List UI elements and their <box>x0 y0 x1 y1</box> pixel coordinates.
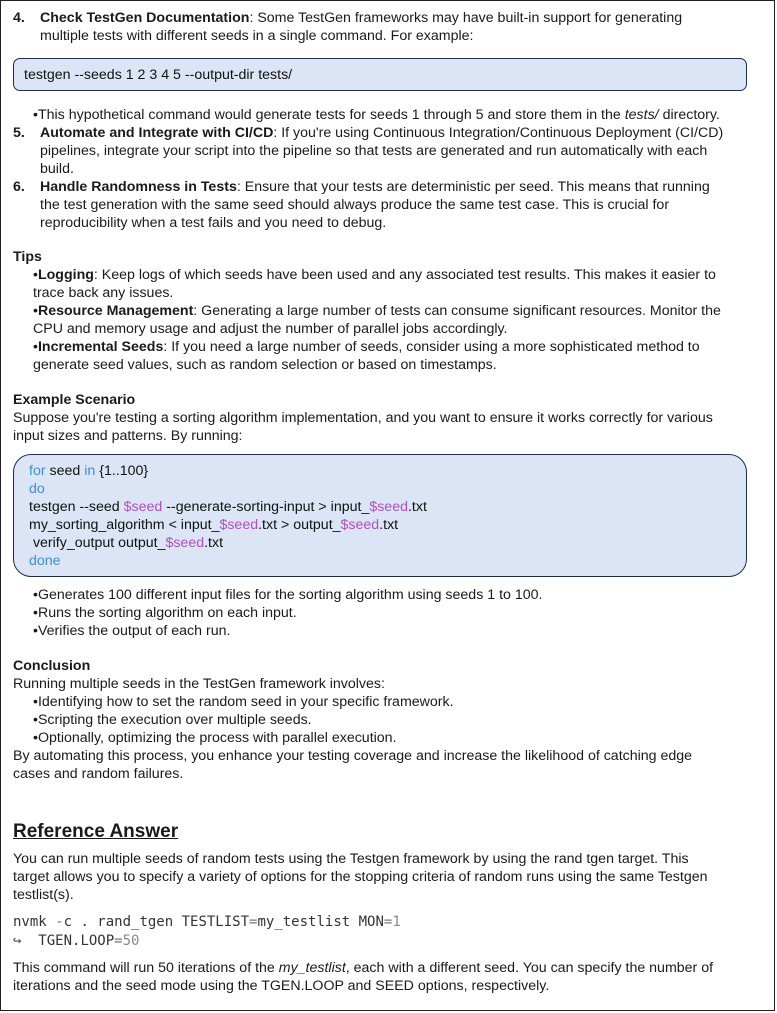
content <box>13 9 764 995</box>
tip-item <box>13 266 764 302</box>
tip-text: : Keep logs of which seeds have been used and any associated test results. This makes it easier to <box>93 267 716 283</box>
code-line: testgen --seeds 1 2 3 4 5 --output-dir tests/ <box>24 67 293 83</box>
tip-text: : Generating a large number of tests can consume significant resources. Monitor the <box>193 303 721 319</box>
code-block-seeds <box>13 58 747 91</box>
conclusion-item: •Identifying how to set the random seed in your specific framework. <box>33 694 454 710</box>
step-4 <box>13 9 764 45</box>
note-path: tests/ <box>624 107 659 123</box>
code-text: .txt <box>204 535 224 551</box>
code-line <box>29 498 732 516</box>
reference-text: You can run multiple seeds of random tests using the Testgen framework by using the rand tgen target. This <box>13 851 689 867</box>
reference-text: testlist(s). <box>13 887 74 903</box>
step-5 <box>13 124 764 178</box>
step-text: : If you're using Continuous Integration/Continuous Deployment (CI/CD) <box>273 125 724 141</box>
code-text: {1..100} <box>95 463 149 479</box>
ref-text: , each with a different seed. You can specify the number of <box>345 960 714 976</box>
code-text: --generate-sorting-input > input_ <box>162 499 370 515</box>
note-bullet <box>13 106 764 124</box>
step-6 <box>13 178 764 232</box>
reference-text: iterations and the seed mode using the TGEN.LOOP and SEED options, respectively. <box>13 978 550 994</box>
tips-heading: Tips <box>13 249 42 265</box>
ref-emphasis: my_testlist <box>278 960 346 976</box>
tip-text: generate seed values, such as random selection or based on timestamps. <box>33 357 497 373</box>
step-number: 5. <box>13 125 25 141</box>
command-line <box>13 913 764 932</box>
tip-item <box>13 302 764 338</box>
cmd-text: my_testlist MON <box>257 914 384 930</box>
code-text: .txt <box>379 517 399 533</box>
conclusion-item: •Optionally, optimizing the process with parallel execution. <box>33 730 397 746</box>
bullet: • <box>33 339 38 355</box>
code-keyword: do <box>29 481 45 497</box>
code-keyword: done <box>29 553 61 569</box>
cmd-number: 1 <box>392 914 401 930</box>
cmd-op: = <box>114 933 123 949</box>
code-block-loop <box>13 454 747 577</box>
tip-text: trace back any issues. <box>33 285 174 301</box>
line-continuation-icon: ↪ <box>13 933 22 949</box>
reference-text <box>13 959 764 977</box>
reference-title: Reference Answer <box>13 821 179 842</box>
conclusion-item: •Scripting the execution over multiple seeds. <box>33 712 312 728</box>
code-line <box>29 534 732 552</box>
bullet: • <box>33 303 38 319</box>
reference-text: target allows you to specify a variety of options for the stopping criteria of random runs using the same Testgen <box>13 869 708 885</box>
cmd-op: = <box>383 914 393 930</box>
code-line <box>29 516 732 534</box>
tip-title: Logging <box>37 267 94 283</box>
step-text: : Some TestGen frameworks may have built-in support for generating <box>249 10 683 26</box>
step-number: 4. <box>13 10 25 26</box>
code-text: .txt > output_ <box>258 517 341 533</box>
code-text: verify_output output_ <box>29 535 166 551</box>
code-line <box>29 552 732 570</box>
tip-text: CPU and memory usage and adjust the number of parallel jobs accordingly. <box>33 321 508 337</box>
conclusion-intro: Running multiple seeds in the TestGen framework involves: <box>13 676 385 692</box>
cmd-text: nvmk <box>13 914 56 930</box>
step-text: pipelines, integrate your script into the pipeline so that tests are generated and run automatically with each <box>40 143 708 159</box>
cmd-number: 50 <box>122 933 140 949</box>
step-text: reproducibility when a test fails and you need to debug. <box>40 215 387 231</box>
example-text: Suppose you're testing a sorting algorithm implementation, and you want to ensure it works correctly for various <box>13 410 713 426</box>
ref-text: This command will run 50 iterations of the <box>13 960 279 976</box>
step-text: the test generation with the same seed should always produce the same test case. This is crucial for <box>40 197 670 213</box>
result-item: •Verifies the output of each run. <box>33 623 231 639</box>
tip-item <box>13 338 764 374</box>
tip-text: : If you need a large number of seeds, consider using a more sophisticated method to <box>163 339 700 355</box>
step-title: Check TestGen Documentation <box>40 10 250 26</box>
cmd-text: c . rand_tgen TESTLIST <box>63 914 250 930</box>
conclusion-outro: By automating this process, you enhance your testing coverage and increase the likelihood of catching edge <box>13 748 693 764</box>
cmd-text: TGEN.LOOP <box>21 933 115 949</box>
step-title: Automate and Integrate with CI/CD <box>40 125 274 141</box>
code-keyword: in <box>84 463 96 479</box>
code-line <box>29 462 732 480</box>
reference-command <box>13 913 764 951</box>
code-variable: $seed <box>123 499 163 515</box>
code-variable: $seed <box>219 517 259 533</box>
step-text: build. <box>40 161 74 177</box>
example-heading: Example Scenario <box>13 392 136 408</box>
step-text: multiple tests with different seeds in a single command. For example: <box>40 28 474 44</box>
tip-title: Incremental Seeds <box>37 339 164 355</box>
code-text: .txt <box>407 499 427 515</box>
code-variable: $seed <box>340 517 380 533</box>
code-keyword: for <box>29 463 46 479</box>
code-text: my_sorting_algorithm < input_ <box>29 517 220 533</box>
conclusion-heading: Conclusion <box>13 658 91 674</box>
conclusion-outro: cases and random failures. <box>13 766 184 782</box>
step-title: Handle Randomness in Tests <box>40 179 237 195</box>
note-text: directory. <box>658 107 720 123</box>
tip-title: Resource Management <box>37 303 194 319</box>
code-line <box>29 480 732 498</box>
result-item: •Generates 100 different input files for the sorting algorithm using seeds 1 to 100. <box>33 587 543 603</box>
example-text: input sizes and patterns. By running: <box>13 428 243 444</box>
cmd-op: - <box>55 914 64 930</box>
code-text: testgen --seed <box>29 499 124 515</box>
cmd-op: = <box>249 914 258 930</box>
code-variable: $seed <box>165 535 205 551</box>
step-text: : Ensure that your tests are deterministic per seed. This means that running <box>236 179 710 195</box>
bullet: • <box>33 267 38 283</box>
code-variable: $seed <box>369 499 408 515</box>
command-line <box>13 932 764 951</box>
code-text: seed <box>45 463 85 479</box>
result-item: •Runs the sorting algorithm on each input. <box>33 605 297 621</box>
step-number: 6. <box>13 179 25 195</box>
note-text: •This hypothetical command would generate tests for seeds 1 through 5 and store them in the <box>33 107 625 123</box>
